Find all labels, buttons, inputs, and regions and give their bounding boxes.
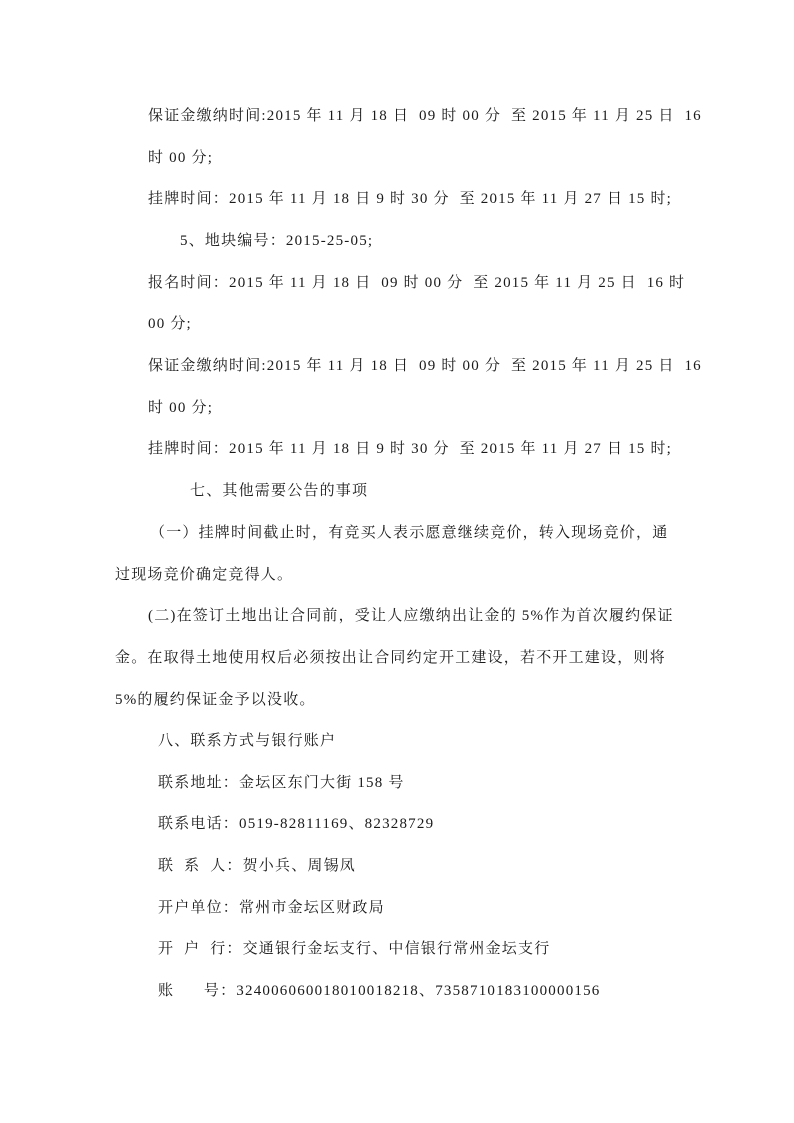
parcel-5-registration-time-line2: 00 分; (148, 316, 192, 332)
parcel-5-deposit-time-line1: 保证金缴纳时间:2015 年 11 月 18 日 09 时 00 分 至 2015 年 11 月 25 日 16 (148, 358, 702, 374)
parcel-5-title: 5、地块编号：2015-25-05; (180, 233, 374, 249)
parcel-5-listing-time: 挂牌时间：2015 年 11 月 18 日 9 时 30 分 至 2015 年 11 月 27 日 15 时; (148, 441, 673, 457)
section-7-paragraph-line: (二)在签订土地出让合同前，受让人应缴纳出让金的 5%作为首次履约保证 (148, 608, 674, 624)
parcel-4-deposit-time-line1: 保证金缴纳时间:2015 年 11 月 18 日 09 时 00 分 至 2015 年 11 月 25 日 16 (148, 108, 702, 124)
section-7-paragraph-line: 过现场竞价确定竞得人。 (115, 567, 294, 583)
section-7-paragraph-line: （一）挂牌时间截止时，有竞买人表示愿意继续竞价，转入现场竞价，通 (150, 525, 669, 541)
parcel-5-deposit-time-line2: 时 00 分; (148, 400, 214, 416)
section-8-heading: 八、联系方式与银行账户 (158, 733, 337, 749)
account-holder: 开户单位：常州市金坛区财政局 (158, 900, 385, 916)
section-7-paragraph-line: 5%的履约保证金予以没收。 (115, 692, 316, 708)
parcel-4-deposit-time-line2: 时 00 分; (148, 150, 214, 166)
account-number: 账 号：324006060018010018218、7358710183100000156 (158, 983, 601, 999)
parcel-5-registration-time-line1: 报名时间：2015 年 11 月 18 日 09 时 00 分 至 2015 年 11 月 25 日 16 时 (148, 275, 686, 291)
bank-name: 开 户 行：交通银行金坛支行、中信银行常州金坛支行 (158, 941, 551, 957)
contact-person: 联 系 人：贺小兵、周锡凤 (158, 858, 357, 874)
section-7-paragraph-line: 金。在取得土地使用权后必须按出让合同约定开工建设，若不开工建设，则将 (115, 650, 666, 666)
contact-address: 联系地址：金坛区东门大街 158 号 (158, 775, 405, 791)
contact-phone: 联系电话：0519-82811169、82328729 (158, 816, 435, 832)
section-7-heading: 七、其他需要公告的事项 (190, 483, 369, 499)
parcel-4-listing-time: 挂牌时间：2015 年 11 月 18 日 9 时 30 分 至 2015 年 11 月 27 日 15 时; (148, 191, 673, 207)
